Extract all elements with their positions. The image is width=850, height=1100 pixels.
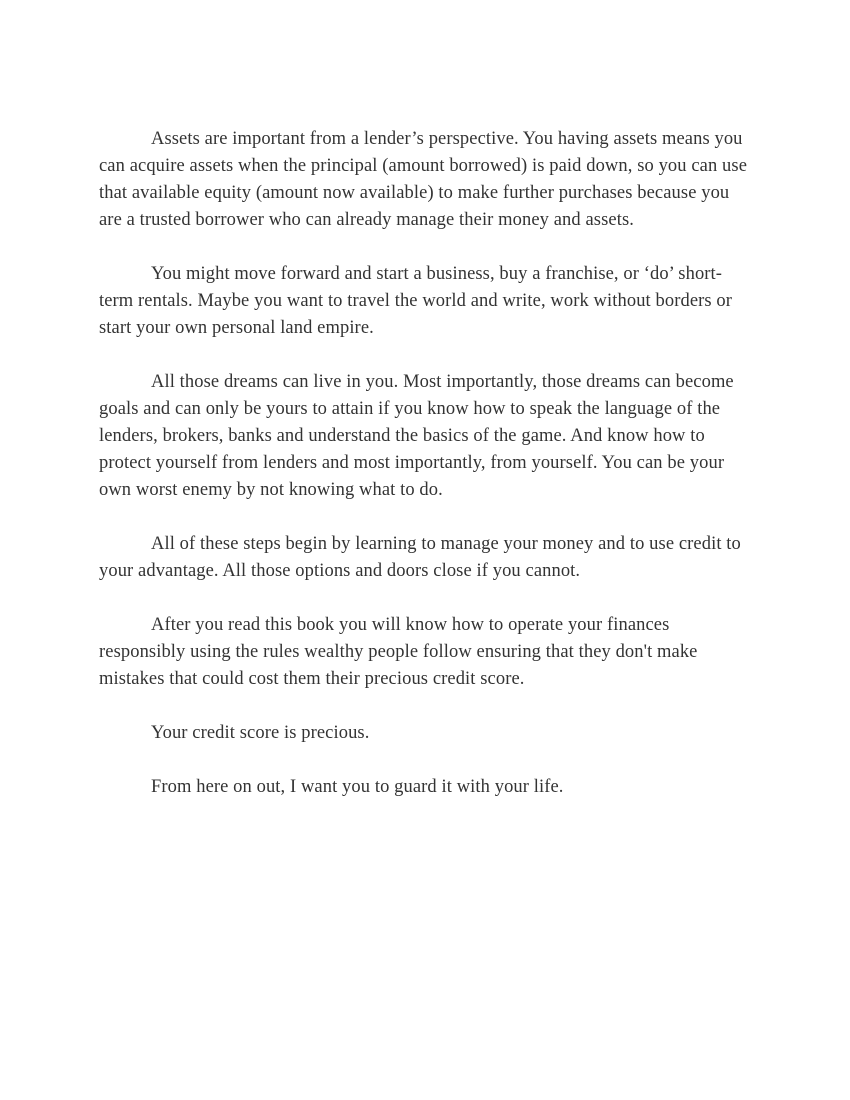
paragraph: All those dreams can live in you. Most importantly, those dreams can become goals and can only be yours to attain if you know how to speak the language of the lenders, brokers, banks and understand the basics of the game. And know how to protect yourself from lenders and most importantly, from yourself. You can be your own worst enemy by not knowing what to do.: [99, 372, 734, 500]
paragraph: All of these steps begin by learning to manage your money and to use credit to your advantage. All those options and doors close if you cannot.: [99, 534, 741, 581]
paragraph: Your credit score is precious.: [151, 723, 370, 743]
paragraph: After you read this book you will know how to operate your finances responsibly using the rules wealthy people follow ensuring that they don't make mistakes that could cost them their precious credit score.: [99, 615, 698, 689]
body-text: [99, 126, 751, 801]
paragraph: From here on out, I want you to guard it with your life.: [151, 777, 564, 797]
paragraph: You might move forward and start a business, buy a franchise, or ‘do’ short-term rentals. Maybe you want to travel the world and write, work without borders or start your own personal land empire.: [99, 264, 733, 338]
paragraph: Assets are important from a lender’s perspective. You having assets means you can acquire assets when the principal (amount borrowed) is paid down, so you can use that available equity (amount now available) to make further purchases because you are a trusted borrower who can already manage their money and assets.: [99, 129, 748, 230]
